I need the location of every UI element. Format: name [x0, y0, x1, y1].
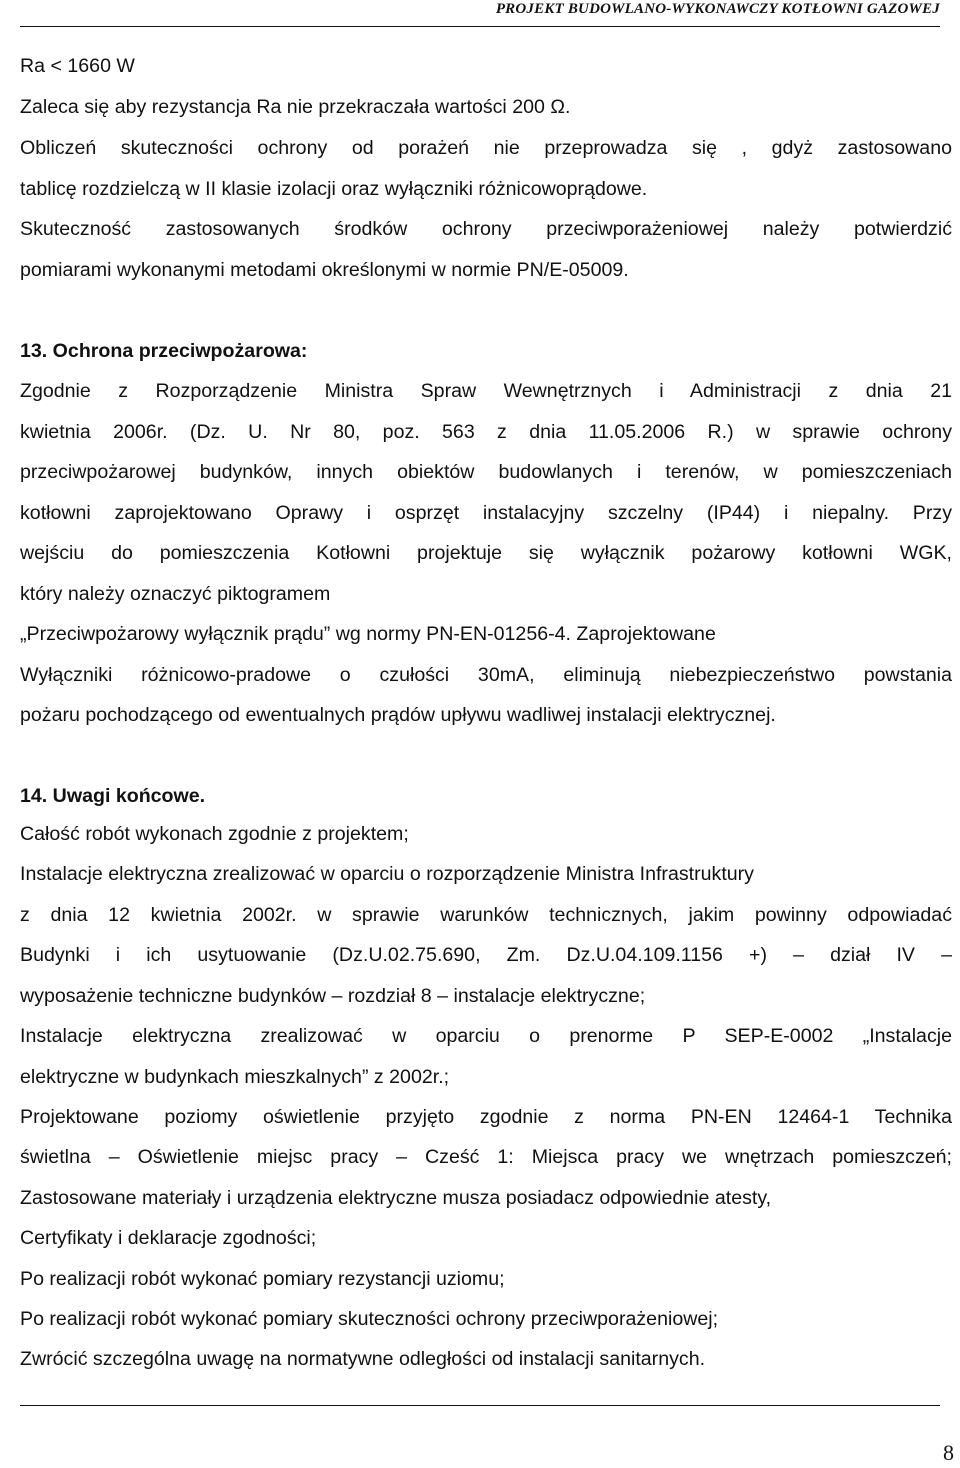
text-line: Zwrócić szczególna uwagę na normatywne odległości od instalacji sanitarnych.	[20, 1348, 706, 1370]
text-line: Zaleca się aby rezystancja Ra nie przekraczała wartości 200 Ω.	[20, 96, 571, 118]
text-line: Instalacje elektryczna zrealizować w oparciu o rozporządzenie Ministra Infrastruktury	[20, 863, 754, 885]
text-line: Wyłączniki różnicowo-pradowe o czułości 30mA, eliminują niebezpieczeństwo powstania	[20, 664, 952, 686]
text-line: Po realizacji robót wykonać pomiary skuteczności ochrony przeciwporażeniowej;	[20, 1308, 719, 1330]
section-heading-14: 14. Uwagi końcowe.	[20, 785, 206, 807]
text-line: elektryczne w budynkach mieszkalnych” z 2002r.;	[20, 1066, 450, 1088]
text-line: z dnia 12 kwietnia 2002r. w sprawie warunków technicznych, jakim powinny odpowiadać	[20, 904, 952, 926]
text-line: Budynki i ich usytuowanie (Dz.U.02.75.690, Zm. Dz.U.04.109.1156 +) – dział IV –	[20, 944, 952, 966]
text-line: kotłowni zaprojektowano Oprawy i osprzęt instalacyjny szczelny (IP44) i niepalny. Przy	[20, 502, 952, 524]
section-heading-13: 13. Ochrona przeciwpożarowa:	[20, 340, 308, 362]
text-line: który należy oznaczyć piktogramem	[20, 583, 331, 605]
text-line: Po realizacji robót wykonać pomiary rezystancji uziomu;	[20, 1268, 505, 1290]
text-line: wejściu do pomieszczenia Kotłowni projektuje się wyłącznik pożarowy kotłowni WGK,	[20, 542, 952, 564]
text-line: pomiarami wykonanymi metodami określonymi w normie PN/E-05009.	[20, 259, 629, 281]
text-line: przeciwpożarowej budynków, innych obiektów budowlanych i terenów, w pomieszczeniach	[20, 461, 952, 483]
text-line: Zgodnie z Rozporządzenie Ministra Spraw Wewnętrznych i Administracji z dnia 21	[20, 380, 952, 402]
text-line: Obliczeń skuteczności ochrony od porażeń nie przeprowadza się , gdyż zastosowano	[20, 137, 952, 159]
text-line: pożaru pochodzącego od ewentualnych prądów upływu wadliwej instalacji elektrycznej.	[20, 704, 776, 726]
text-line: świetlna – Oświetlenie miejsc pracy – Cześć 1: Miejsca pracy we wnętrzach pomieszczeń;	[20, 1146, 952, 1168]
text-line: Projektowane poziomy oświetlenie przyjęto zgodnie z norma PN-EN 12464-1 Technika	[20, 1106, 952, 1128]
text-line: Całość robót wykonach zgodnie z projektem;	[20, 823, 409, 845]
text-line: Skuteczność zastosowanych środków ochrony przeciwporażeniowej należy potwierdzić	[20, 218, 952, 240]
text-line: „Przeciwpożarowy wyłącznik prądu” wg normy PN-EN-01256-4. Zaprojektowane	[20, 623, 716, 645]
page-header	[20, 0, 940, 27]
header-title: PROJEKT BUDOWLANO-WYKONAWCZY KOTŁOWNI GAZOWEJ	[495, 1, 940, 17]
text-line: Zastosowane materiały i urządzenia elektryczne musza posiadacz odpowiednie atesty,	[20, 1187, 772, 1209]
text-line: Certyfikaty i deklaracje zgodności;	[20, 1227, 317, 1249]
text-line: kwietnia 2006r. (Dz. U. Nr 80, poz. 563 z dnia 11.05.2006 R.) w sprawie ochrony	[20, 421, 952, 443]
footer-rule	[20, 1405, 940, 1406]
text-line: Ra < 1660 W	[20, 55, 135, 77]
text-line: tablicę rozdzielczą w II klasie izolacji oraz wyłączniki różnicowoprądowe.	[20, 178, 648, 200]
text-line: Instalacje elektryczna zrealizować w oparciu o prenorme P SEP-E-0002 „Instalacje	[20, 1025, 952, 1047]
text-line: wyposażenie techniczne budynków – rozdział 8 – instalacje elektryczne;	[20, 985, 646, 1007]
page-number: 8	[943, 1440, 954, 1465]
